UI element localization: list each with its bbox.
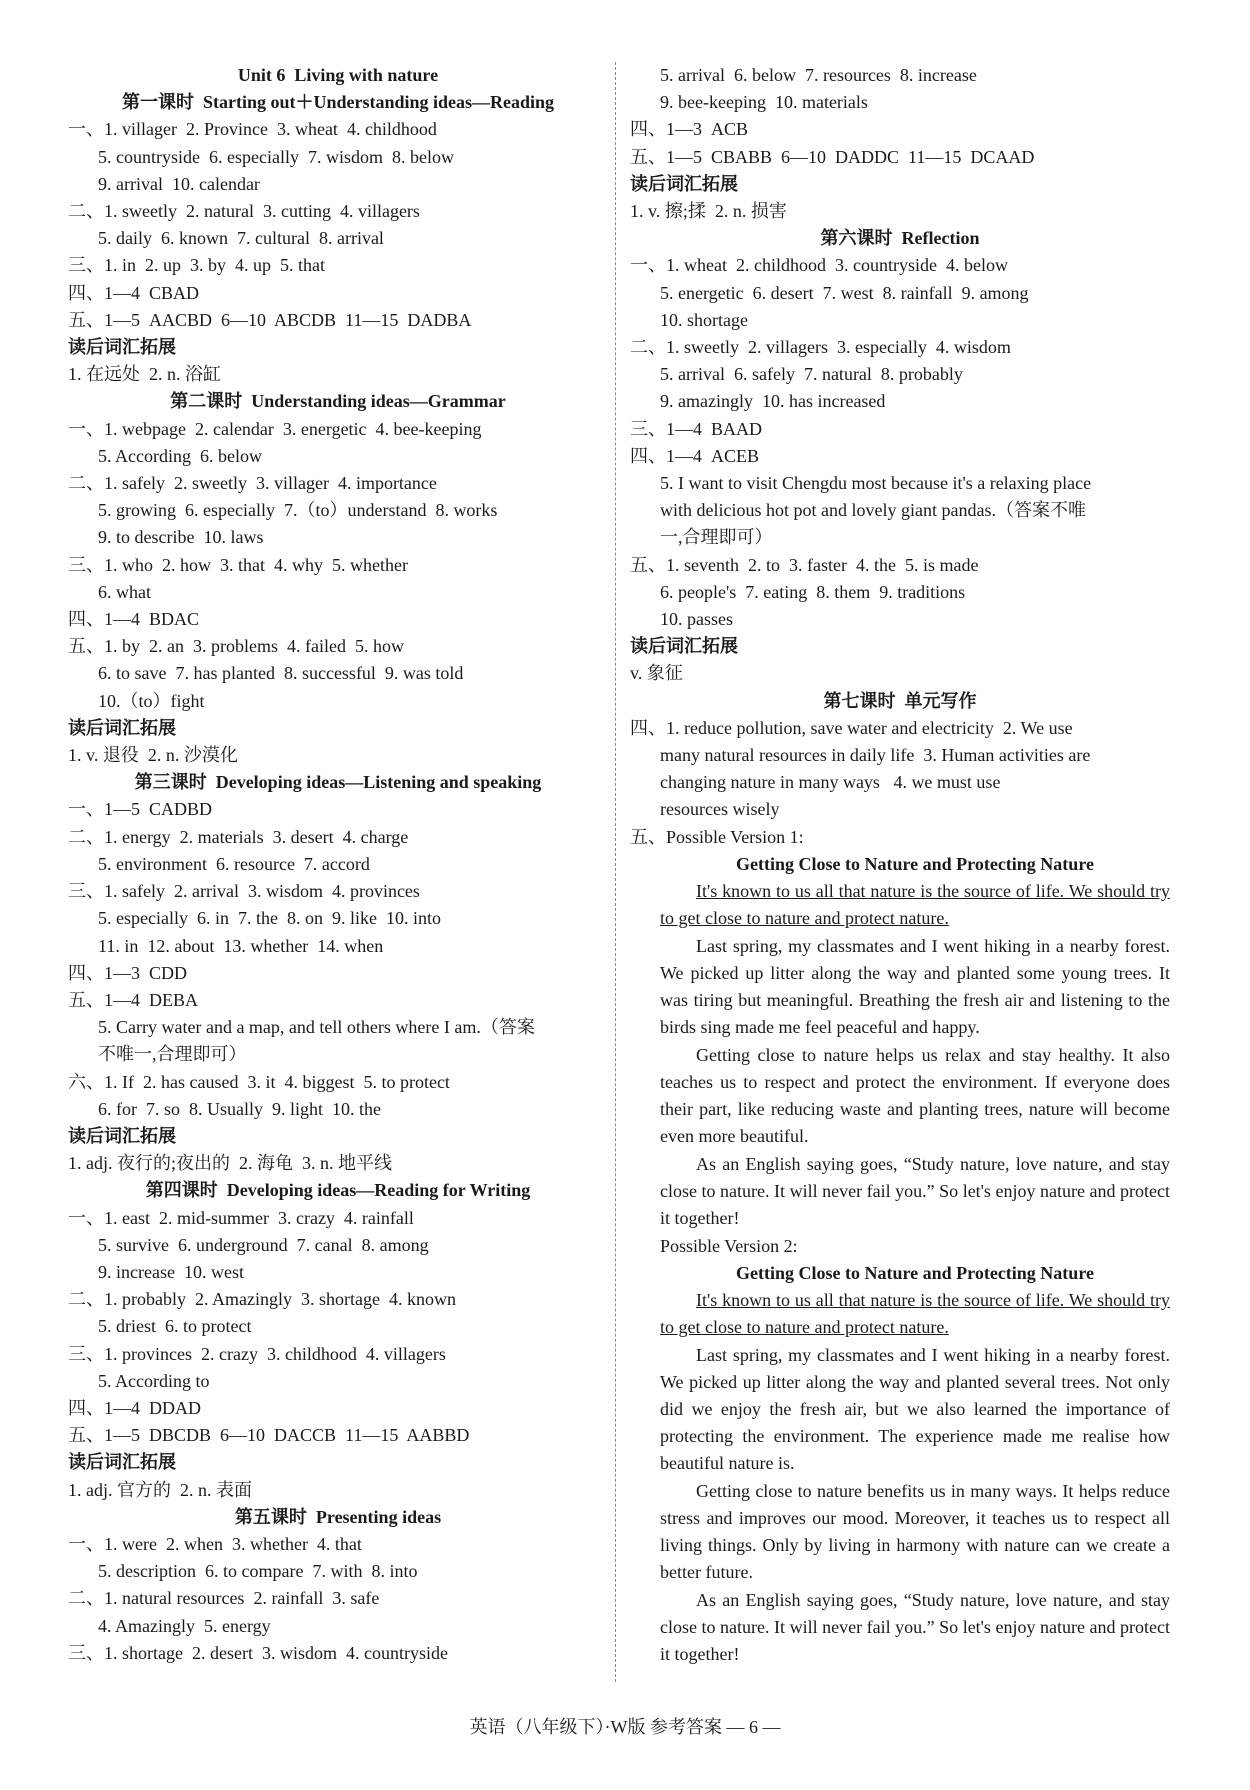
answer-line: 9. to describe 10. laws bbox=[98, 527, 264, 548]
answer-line: 9. amazingly 10. has increased bbox=[660, 391, 886, 412]
answer-line: 5. According 6. below bbox=[98, 445, 262, 466]
answer-line: 5. Carry water and a map, and tell others where I am.（答案 bbox=[98, 1017, 535, 1038]
vocab-section-label: 读后词汇拓展 bbox=[68, 337, 176, 358]
answer-line: 四、1. reduce pollution, save water and electricity 2. We use bbox=[630, 717, 1073, 738]
answer-line: 1. adj. 夜行的;夜出的 2. 海龟 3. n. 地平线 bbox=[68, 1153, 392, 1174]
answer-line: 4. Amazingly 5. energy bbox=[98, 1615, 271, 1636]
answer-line: 一、1—5 CADBD bbox=[68, 799, 213, 820]
answer-line: v. 象征 bbox=[630, 663, 683, 684]
answer-line: 10. shortage bbox=[660, 309, 748, 330]
answer-line: 5. description 6. to compare 7. with 8. into bbox=[98, 1561, 418, 1582]
answer-line: 四、1—4 BDAC bbox=[68, 609, 200, 630]
section-heading: 第七课时 单元写作 bbox=[823, 690, 977, 711]
section-heading: 第一课时 Starting out＋Understanding ideas—Reading bbox=[121, 92, 555, 113]
essay-2-paragraph: Getting close to nature benefits us in many ways. It helps reduce stress and improves our mood. Moreover, it teaches us to respect all living things. Only by living in harmony with nature can we create a better future. bbox=[660, 1480, 1170, 1582]
answer-line: 一、1. webpage 2. calendar 3. energetic 4. bee-keeping bbox=[68, 418, 482, 439]
answer-line: 三、1. in 2. up 3. by 4. up 5. that bbox=[68, 255, 325, 276]
answer-line: 一、1. were 2. when 3. whether 4. that bbox=[68, 1533, 362, 1554]
answer-line: 6. people's 7. eating 8. them 9. traditions bbox=[660, 581, 966, 602]
answer-line: 二、1. natural resources 2. rainfall 3. safe bbox=[68, 1588, 380, 1609]
vocab-section-label: 读后词汇拓展 bbox=[630, 636, 738, 657]
answer-line: 五、1. seventh 2. to 3. faster 4. the 5. is made bbox=[630, 554, 979, 575]
answer-line: resources wisely bbox=[660, 799, 780, 820]
essay-1-title: Getting Close to Nature and Protecting Nature bbox=[736, 853, 1094, 874]
answer-line: 5. countryside 6. especially 7. wisdom 8. below bbox=[98, 146, 454, 167]
answer-line: 一、1. villager 2. Province 3. wheat 4. childhood bbox=[68, 119, 437, 140]
answer-line: 二、1. sweetly 2. natural 3. cutting 4. villagers bbox=[68, 201, 420, 222]
answer-line: 9. increase 10. west bbox=[98, 1261, 244, 1282]
essay-version-1 bbox=[630, 851, 1170, 1232]
answer-line: 五、1—5 CBABB 6—10 DADDC 11—15 DCAAD bbox=[630, 146, 1035, 167]
answer-line: 1. 在远处 2. n. 浴缸 bbox=[68, 364, 221, 385]
answer-line: many natural resources in daily life 3. Human activities are bbox=[660, 745, 1091, 766]
section-heading: 第六课时 Reflection bbox=[820, 228, 980, 249]
section-heading: 第四课时 Developing ideas—Reading for Writing bbox=[145, 1180, 531, 1201]
essay-2-title: Getting Close to Nature and Protecting Nature bbox=[736, 1262, 1094, 1283]
vocab-section-label: 读后词汇拓展 bbox=[630, 173, 738, 194]
answer-line: 11. in 12. about 13. whether 14. when bbox=[98, 935, 384, 956]
answer-line: changing nature in many ways 4. we must use bbox=[660, 772, 1001, 793]
answer-line: 9. arrival 10. calendar bbox=[98, 173, 260, 194]
essay-1-paragraph: Getting close to nature helps us relax and stay healthy. It also teaches us to respect and protect the environment. If everyone does their part, like reducing waste and planting trees, nature will become even more beautiful. bbox=[660, 1044, 1170, 1146]
answer-line: 二、1. safely 2. sweetly 3. villager 4. importance bbox=[68, 473, 437, 494]
answer-line: 五、1. by 2. an 3. problems 4. failed 5. how bbox=[68, 636, 404, 657]
answer-line: 三、1. provinces 2. crazy 3. childhood 4. villagers bbox=[68, 1343, 446, 1364]
answer-line: 1. v. 退役 2. n. 沙漠化 bbox=[68, 745, 238, 766]
answer-line: 三、1. shortage 2. desert 3. wisdom 4. countryside bbox=[68, 1642, 448, 1663]
answer-line: 二、1. sweetly 2. villagers 3. especially 4. wisdom bbox=[630, 337, 1011, 358]
vocab-section-label: 读后词汇拓展 bbox=[68, 1452, 176, 1473]
answer-line: 5. especially 6. in 7. the 8. on 9. like 10. into bbox=[98, 908, 441, 929]
answer-line: 四、1—3 ACB bbox=[630, 119, 749, 140]
answer-line: 5. arrival 6. below 7. resources 8. increase bbox=[660, 65, 977, 85]
answer-line: 5. arrival 6. safely 7. natural 8. probably bbox=[660, 364, 963, 385]
answer-line: 四、1—4 CBAD bbox=[68, 282, 200, 303]
essay-1-paragraph: As an English saying goes, “Study nature, love nature, and stay close to nature. It will never fail you.” So let's enjoy nature and protect it together! bbox=[660, 1153, 1170, 1228]
answer-line: 一、1. east 2. mid-summer 3. crazy 4. rainfall bbox=[68, 1207, 414, 1228]
answer-line: 5. survive 6. underground 7. canal 8. among bbox=[98, 1234, 429, 1255]
essay-1-paragraph: Last spring, my classmates and I went hiking in a nearby forest. We picked up litter along the way and planted some young trees. It was tiring but meaningful. Breathing the fresh air and listening to the birds sing made me feel peaceful and happy. bbox=[660, 935, 1170, 1037]
answer-line: 五、1—4 DEBA bbox=[68, 989, 198, 1010]
section-heading: 第五课时 Presenting ideas bbox=[234, 1506, 442, 1527]
column-divider bbox=[615, 62, 616, 1682]
answer-line: 9. bee-keeping 10. materials bbox=[660, 92, 868, 113]
answer-line: 1. adj. 官方的 2. n. 表面 bbox=[68, 1479, 252, 1500]
answer-line: 6. for 7. so 8. Usually 9. light 10. the bbox=[98, 1098, 381, 1119]
essay-2-topic-sentence: It's known to us all that nature is the source of life. We should try to get close to nature and protect nature. bbox=[660, 1289, 1170, 1337]
answer-line: 四、1—4 DDAD bbox=[68, 1397, 201, 1418]
answer-line: 5. I want to visit Chengdu most because it's a relaxing place bbox=[660, 473, 1092, 494]
answer-line: 一、1. wheat 2. childhood 3. countryside 4. below bbox=[630, 255, 1008, 276]
answer-line: 五、1—5 AACBD 6—10 ABCDB 11—15 DADBA bbox=[68, 309, 472, 330]
answer-line: 5. According to bbox=[98, 1370, 210, 1391]
answer-line: 二、1. energy 2. materials 3. desert 4. charge bbox=[68, 826, 409, 847]
essay-version-2 bbox=[630, 1260, 1170, 1668]
answer-line: 6. to save 7. has planted 8. successful 9. was told bbox=[98, 663, 464, 684]
answer-line: 四、1—4 ACEB bbox=[630, 445, 760, 466]
right-column bbox=[630, 62, 1170, 1669]
answer-line: 不唯一,合理即可） bbox=[98, 1044, 247, 1065]
section-heading: Unit 6 Living with nature bbox=[237, 65, 439, 85]
answer-line: 10. passes bbox=[660, 609, 733, 630]
answer-line: 四、1—3 CDD bbox=[68, 962, 188, 983]
page-footer: 英语（八年级下）·W版 参考答案 — 6 — bbox=[469, 1717, 781, 1737]
answer-line: 一,合理即可） bbox=[660, 527, 773, 548]
section-heading: 第二课时 Understanding ideas—Grammar bbox=[170, 391, 506, 412]
answer-line: 5. daily 6. known 7. cultural 8. arrival bbox=[98, 228, 384, 249]
answer-line: 三、1. who 2. how 3. that 4. why 5. whether bbox=[68, 554, 408, 575]
essay-2-paragraph: As an English saying goes, “Study nature, love nature, and stay close to nature. It will never fail you.” So let's enjoy nature and protect it together! bbox=[660, 1589, 1170, 1664]
answer-line: 二、1. probably 2. Amazingly 3. shortage 4. known bbox=[68, 1289, 456, 1310]
answer-line: with delicious hot pot and lovely giant pandas.（答案不唯 bbox=[660, 500, 1086, 521]
answer-line: 三、1—4 BAAD bbox=[630, 418, 763, 439]
answer-line: 六、1. If 2. has caused 3. it 4. biggest 5. to protect bbox=[68, 1071, 450, 1092]
answer-line: 5. growing 6. especially 7.（to）understand 8. works bbox=[98, 500, 498, 521]
vocab-section-label: 读后词汇拓展 bbox=[68, 717, 176, 738]
answer-line: 5. energetic 6. desert 7. west 8. rainfall 9. among bbox=[660, 282, 1029, 303]
answer-line: 五、1—5 DBCDB 6—10 DACCB 11—15 AABBD bbox=[68, 1425, 470, 1446]
answer-line: 五、Possible Version 1: bbox=[630, 826, 804, 847]
answer-line: 1. v. 擦;揉 2. n. 损害 bbox=[630, 201, 787, 222]
answer-line: 三、1. safely 2. arrival 3. wisdom 4. provinces bbox=[68, 881, 420, 902]
vocab-section-label: 读后词汇拓展 bbox=[68, 1125, 176, 1146]
answer-line: 10.（to）fight bbox=[98, 690, 205, 711]
right-answer-lines bbox=[630, 62, 1170, 851]
answer-line: 5. environment 6. resource 7. accord bbox=[98, 853, 370, 874]
version-2-label: Possible Version 2: bbox=[660, 1235, 798, 1256]
answer-line: 6. what bbox=[98, 581, 151, 602]
essay-2-paragraph: Last spring, my classmates and I went hiking in a nearby forest. We picked up litter along the way and planted several trees. Not only did we enjoy the fresh air, but we also learned the importance of protecting the environment. The experience made me realise how beautiful nature is. bbox=[660, 1344, 1170, 1473]
section-heading: 第三课时 Developing ideas—Listening and speaking bbox=[134, 772, 542, 793]
answer-line: 5. driest 6. to protect bbox=[98, 1316, 252, 1337]
left-column bbox=[68, 62, 608, 1667]
essay-1-topic-sentence: It's known to us all that nature is the source of life. We should try to get close to nature and protect nature. bbox=[660, 880, 1170, 928]
